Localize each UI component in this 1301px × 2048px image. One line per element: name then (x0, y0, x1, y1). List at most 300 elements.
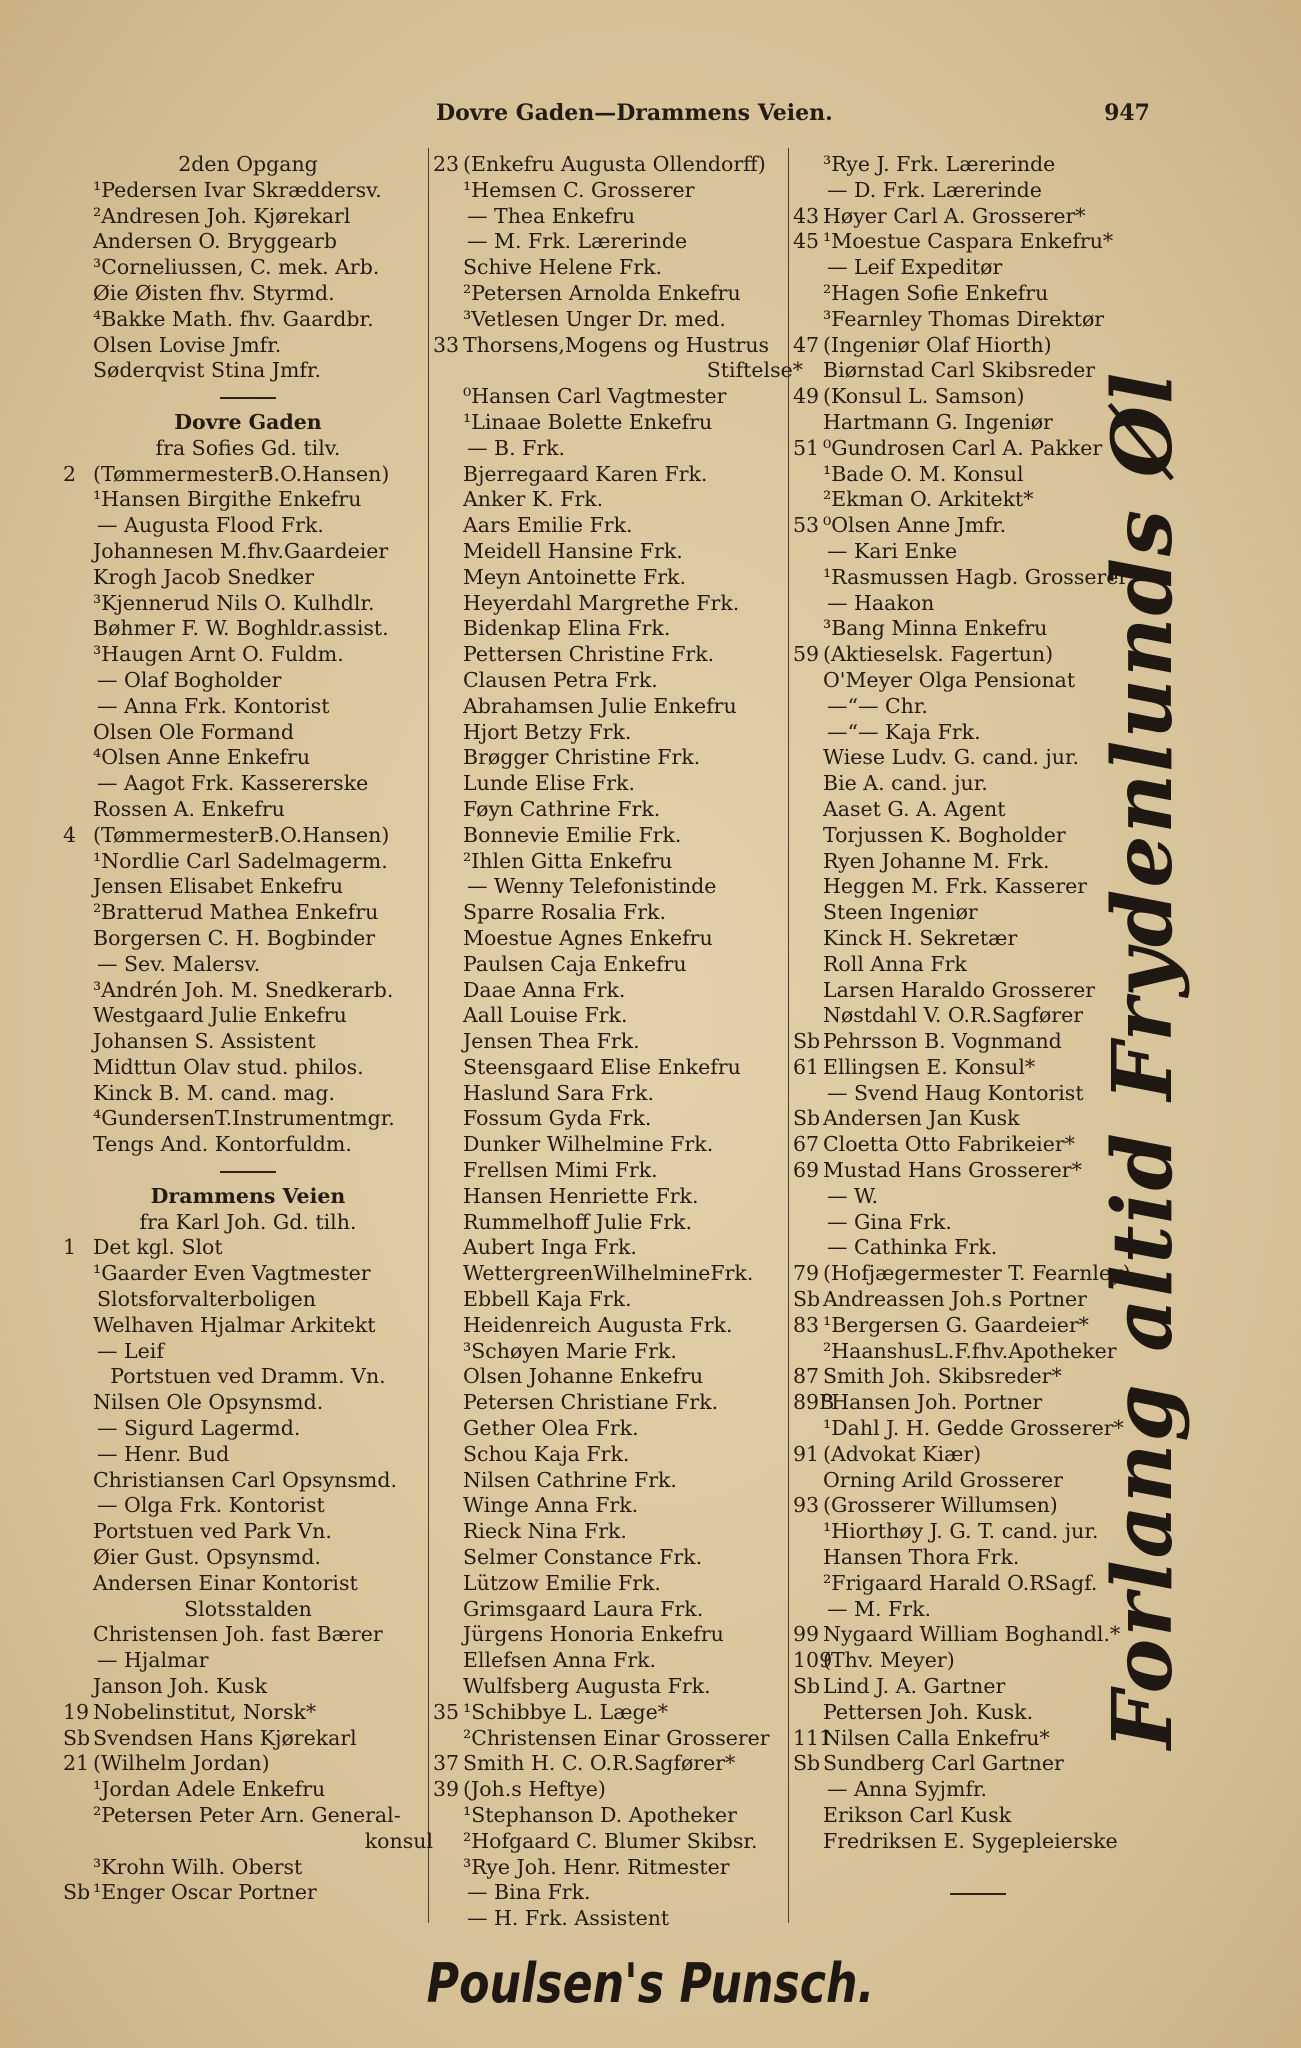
directory-entry (63, 1416, 433, 1442)
directory-entry (63, 255, 433, 281)
directory-entry (433, 591, 803, 617)
directory-entry (63, 874, 433, 900)
directory-entry (433, 1880, 803, 1906)
directory-entry (433, 255, 803, 281)
directory-entry (433, 1261, 803, 1287)
directory-entry (63, 978, 433, 1004)
entry-text: Hartmann G. Ingeniør (823, 409, 1053, 434)
directory-entry (63, 281, 433, 307)
entry-text: ²HaanshusL.F.fhv.Apotheker (823, 1338, 1117, 1363)
directory-entry (63, 1571, 433, 1597)
directory-entry (63, 1029, 433, 1055)
entry-text: Jensen Thea Frk. (463, 1029, 640, 1054)
entry-text: Thorsens,Mogens og Hustrus (463, 332, 770, 357)
directory-entry (433, 410, 803, 436)
entry-text: Svendsen Hans Kjørekarl (93, 1725, 357, 1750)
directory-entry (433, 1390, 803, 1416)
entry-text: Drammens Veien (150, 1183, 346, 1208)
entry-text: ¹Schibbye L. Læge* (463, 1699, 669, 1724)
entry-text: Pettersen Joh. Kusk. (823, 1699, 1034, 1724)
entry-text: Ellefsen Anna Frk. (463, 1648, 657, 1673)
directory-entry (433, 1519, 803, 1545)
directory-entry (433, 797, 803, 823)
entry-text: ¹Jordan Adele Enkefru (93, 1777, 326, 1802)
directory-entry (63, 1597, 433, 1623)
entry-text: (Advokat Kiær) (823, 1441, 982, 1466)
directory-entry (433, 1597, 803, 1623)
entry-text: Rieck Nina Frk. (463, 1519, 627, 1544)
directory-entry (63, 1055, 433, 1081)
directory-entry (793, 1855, 1163, 1881)
entry-text: Nilsen Ole Opsynsmd. (93, 1390, 324, 1415)
entry-text: Heyerdahl Margrethe Frk. (463, 590, 740, 615)
entry-text: ²Hofgaard C. Blumer Skibsr. (463, 1828, 758, 1853)
entry-text: 2den Opgang (178, 152, 318, 176)
directory-entry (433, 281, 803, 307)
directory-entry (63, 1751, 433, 1777)
house-number: 47 (793, 332, 820, 357)
house-number: Sb (793, 1674, 821, 1699)
entry-text: ¹Dahl J. H. Gedde Grosserer* (823, 1416, 1124, 1441)
directory-entry (433, 1468, 803, 1494)
entry-text: konsul (364, 1828, 433, 1853)
entry-text: Schou Kaja Frk. (463, 1441, 630, 1466)
section-divider (63, 1158, 433, 1184)
directory-entry (63, 1287, 433, 1313)
entry-text: ¹Linaae Bolette Enkefru (463, 409, 713, 434)
entry-text: — B. Frk. (467, 435, 566, 460)
entry-text: Brøgger Christine Frk. (463, 745, 701, 770)
directory-entry (63, 1364, 433, 1390)
entry-text: Ryen Johanne M. Frk. (823, 848, 1050, 873)
entry-text: Hansen Henriette Frk. (463, 1183, 699, 1208)
entry-text: ³Vetlesen Unger Dr. med. (463, 306, 726, 331)
directory-entry (433, 952, 803, 978)
entry-text: Jürgens Honoria Enkefru (463, 1622, 724, 1647)
directory-entry (63, 720, 433, 746)
house-number: 93 (793, 1493, 820, 1518)
house-number: 51 (793, 435, 820, 460)
entry-text: — Leif (97, 1338, 164, 1363)
directory-entry (433, 1339, 803, 1365)
directory-entry (433, 978, 803, 1004)
entry-text: Steensgaard Elise Enkefru (463, 1054, 741, 1079)
house-number: 19 (63, 1699, 90, 1724)
directory-entry (433, 1158, 803, 1184)
entry-text: — Sev. Malersv. (97, 951, 261, 976)
entry-text: ⁴GundersenT.Instrumentmgr. (93, 1106, 395, 1131)
directory-entry (63, 204, 433, 230)
directory-entry (793, 255, 1163, 281)
house-number: 1 (63, 1235, 77, 1260)
entry-text: Frellsen Mimi Frk. (463, 1158, 658, 1183)
entry-text: Dunker Wilhelmine Frk. (463, 1132, 714, 1157)
entry-text: Bøhmer F. W. Boghldr.assist. (93, 616, 389, 641)
directory-entry (793, 178, 1163, 204)
entry-text: Dovre Gaden (174, 409, 322, 434)
directory-entry (433, 358, 803, 384)
directory-entry (433, 462, 803, 488)
directory-entry (433, 668, 803, 694)
directory-entry (63, 1700, 433, 1726)
house-number: 83 (793, 1312, 820, 1337)
entry-text: Nilsen Cathrine Frk. (463, 1467, 677, 1492)
entry-text: (Joh.s Heftye) (463, 1777, 606, 1802)
entry-text: Sundberg Carl Gartner (823, 1751, 1064, 1776)
entry-text: Ellingsen E. Konsul* (823, 1054, 1036, 1079)
directory-entry (433, 1029, 803, 1055)
house-number: 91 (793, 1441, 820, 1466)
entry-text: — D. Frk. Lærerinde (827, 177, 1042, 202)
house-number: 59 (793, 642, 820, 667)
entry-text: Lützow Emilie Frk. (463, 1570, 661, 1595)
directory-entry (433, 1184, 803, 1210)
house-number: 87 (793, 1364, 820, 1389)
entry-text: Wulfsberg Augusta Frk. (463, 1674, 711, 1699)
entry-text: Øier Gust. Opsynsmd. (93, 1545, 322, 1570)
entry-text: Smith Joh. Skibsreder* (823, 1364, 1062, 1389)
directory-entry (63, 797, 433, 823)
directory-entry (433, 874, 803, 900)
entry-text: Andreassen Joh.s Portner (823, 1287, 1087, 1312)
entry-text: Rossen A. Enkefru (93, 796, 285, 821)
entry-text: Christiansen Carl Opsynsmd. (93, 1467, 397, 1492)
entry-text: — Sigurd Lagermd. (97, 1416, 301, 1441)
entry-text: Petersen Christiane Frk. (463, 1390, 719, 1415)
entry-text: Portstuen ved Dramm. Vn. (110, 1364, 386, 1389)
entry-text: Janson Joh. Kusk (93, 1674, 268, 1699)
directory-entry (63, 745, 433, 771)
entry-text: — Svend Haug Kontorist (827, 1080, 1084, 1105)
entry-text: Nøstdahl V. O.R.Sagfører (823, 1003, 1084, 1028)
entry-text: ³Rye Joh. Henr. Ritmester (463, 1854, 730, 1879)
directory-entry (793, 229, 1163, 255)
directory-entry (63, 1674, 433, 1700)
entry-text: Søderqvist Stina Jmfr. (93, 358, 322, 383)
directory-entry (433, 1906, 803, 1932)
entry-text: — W. (827, 1183, 879, 1208)
entry-text: Slotsstalden (184, 1596, 312, 1621)
entry-text: Heidenreich Augusta Frk. (463, 1312, 733, 1337)
entry-text: Roll Anna Frk (823, 951, 967, 976)
directory-entry (63, 1519, 433, 1545)
entry-text: — Olaf Bogholder (97, 667, 282, 692)
directory-entry (433, 487, 803, 513)
directory-entry (433, 178, 803, 204)
directory-entry (433, 1571, 803, 1597)
directory-entry (63, 616, 433, 642)
entry-text: — Cathinka Frk. (827, 1235, 998, 1260)
directory-entry (793, 1777, 1163, 1803)
house-number: 39 (433, 1777, 460, 1802)
entry-text: Schive Helene Frk. (463, 255, 663, 280)
entry-text: ³Corneliussen, C. mek. Arb. (93, 255, 380, 280)
directory-entry (433, 745, 803, 771)
directory-entry (433, 1803, 803, 1829)
entry-text: —“— Kaja Frk. (827, 719, 981, 744)
directory-entry (63, 694, 433, 720)
entry-text: Andersen Einar Kontorist (93, 1570, 358, 1595)
entry-text: Lind J. A. Gartner (823, 1674, 1006, 1699)
entry-text: Mustad Hans Grosserer* (823, 1158, 1082, 1183)
house-number: Sb (793, 1287, 821, 1312)
directory-entry (63, 1726, 433, 1752)
directory-entry (433, 1751, 803, 1777)
directory-entry (433, 1364, 803, 1390)
entry-text: Aall Louise Frk. (463, 1003, 628, 1028)
entry-text: ⁰Olsen Anne Jmfr. (823, 513, 1007, 538)
directory-entry (63, 1132, 433, 1158)
entry-text: ²Petersen Arnolda Enkefru (463, 280, 741, 305)
entry-text: ¹Gaarder Even Vagtmester (93, 1261, 371, 1286)
entry-text: Bidenkap Elina Frk. (463, 616, 671, 641)
entry-text: Olsen Lovise Jmfr. (93, 332, 282, 357)
directory-entry (63, 1803, 433, 1829)
entry-text: Jensen Elisabet Enkefru (93, 874, 344, 899)
directory-entry (63, 1261, 433, 1287)
house-number: 35 (433, 1699, 460, 1724)
entry-text: ³Haugen Arnt O. Fuldm. (93, 642, 344, 667)
entry-text: ²Petersen Peter Arn. General- (93, 1803, 401, 1827)
house-number: 53 (793, 513, 820, 538)
directory-entry (433, 1235, 803, 1261)
directory-entry (63, 1313, 433, 1339)
entry-text: ¹Bergersen G. Gaardeier* (823, 1312, 1089, 1337)
directory-entry (433, 436, 803, 462)
bottom-advertisement: Poulsen's Punsch. (426, 1952, 875, 2015)
entry-text: Wiese Ludv. G. cand. jur. (823, 745, 1080, 770)
directory-entry (433, 1726, 803, 1752)
entry-text: (Grosserer Willumsen) (823, 1493, 1058, 1518)
directory-entry (63, 436, 433, 462)
house-number: 49 (793, 384, 820, 409)
directory-entry (433, 1416, 803, 1442)
directory-entry (433, 771, 803, 797)
entry-text: Sparre Rosalia Frk. (463, 900, 666, 925)
directory-entry (433, 152, 803, 178)
entry-text: (Enkefru Augusta Ollendorff) (463, 152, 766, 176)
directory-entry (63, 565, 433, 591)
directory-entry (63, 152, 433, 178)
entry-text: Selmer Constance Frk. (463, 1545, 703, 1570)
entry-text: — Anna Frk. Kontorist (97, 693, 330, 718)
entry-text: — Haakon (827, 590, 935, 615)
house-number: 21 (63, 1751, 90, 1776)
entry-text: Clausen Petra Frk. (463, 667, 658, 692)
entry-text: Andersen Jan Kusk (823, 1106, 1020, 1131)
side-advertisement: Forlang altid Frydenlunds Øl (1095, 370, 1191, 1750)
house-number: Sb (63, 1725, 91, 1750)
house-number: 33 (433, 332, 460, 357)
directory-entry (433, 539, 803, 565)
house-number: Sb (63, 1880, 91, 1905)
entry-text: Ebbell Kaja Frk. (463, 1287, 632, 1312)
entry-text: Orning Arild Grosserer (823, 1467, 1063, 1492)
house-number: 89B (793, 1390, 835, 1415)
entry-text: ⁰Hansen Joh. Portner (823, 1390, 1043, 1415)
entry-text: (TømmermesterB.O.Hansen) (93, 461, 390, 486)
section-divider (63, 384, 433, 410)
entry-text: Abrahamsen Julie Enkefru (463, 693, 737, 718)
house-number: 23 (433, 152, 460, 176)
directory-entry (63, 591, 433, 617)
entry-text: —“— Chr. (827, 693, 928, 718)
entry-text: ²Ekman O. Arkitekt* (823, 487, 1034, 512)
directory-entry (63, 1184, 433, 1210)
entry-text: ¹Pedersen Ivar Skræddersv. (93, 177, 382, 202)
entry-text: ¹Rasmussen Hagb. Grosserer* (823, 564, 1139, 589)
directory-entry (63, 1855, 433, 1881)
entry-text: ¹Moestue Caspara Enkefru* (823, 229, 1114, 254)
entry-text: Torjussen K. Bogholder (823, 822, 1066, 847)
directory-entry (433, 1210, 803, 1236)
entry-text: — M. Frk. Lærerinde (467, 229, 688, 254)
entry-text: ²Frigaard Harald O.RSagf. (823, 1570, 1098, 1595)
directory-entry (433, 642, 803, 668)
entry-text: ⁰Gundrosen Carl A. Pakker (823, 435, 1103, 460)
house-number: 69 (793, 1158, 820, 1183)
entry-text: ⁰Hansen Carl Vagtmester (463, 384, 727, 409)
directory-entry (63, 1648, 433, 1674)
entry-text: Krogh Jacob Snedker (93, 564, 315, 589)
entry-text: Stiftelse* (706, 358, 803, 383)
directory-entry (793, 1751, 1163, 1777)
directory-entry (433, 1313, 803, 1339)
page-number: 947 (1104, 100, 1150, 126)
directory-entry (433, 1132, 803, 1158)
entry-text: ¹Hansen Birgithe Enkefru (93, 487, 362, 512)
directory-column-2 (433, 152, 803, 1932)
entry-text: fra Sofies Gd. tilv. (155, 435, 341, 460)
entry-text: Slotsforvalterboligen (97, 1287, 316, 1312)
directory-entry (433, 616, 803, 642)
running-header (60, 100, 1180, 130)
directory-entry (793, 1803, 1163, 1829)
directory-entry (433, 1493, 803, 1519)
entry-text: ¹Hiorthøy J. G. T. cand. jur. (823, 1519, 1099, 1544)
entry-text: Meyn Antoinette Frk. (463, 564, 686, 589)
directory-entry (433, 1081, 803, 1107)
directory-entry (433, 229, 803, 255)
entry-text: Anker K. Frk. (463, 487, 604, 512)
directory-entry (63, 410, 433, 436)
directory-entry (433, 513, 803, 539)
directory-entry (63, 307, 433, 333)
entry-text: Borgersen C. H. Bogbinder (93, 925, 375, 950)
entry-text: ¹Bade O. M. Konsul (823, 461, 1024, 486)
directory-entry (63, 178, 433, 204)
entry-text: Pehrsson B. Vognmand (823, 1029, 1062, 1054)
entry-text: Paulsen Caja Enkefru (463, 951, 687, 976)
entry-text: Westgaard Julie Enkefru (93, 1003, 347, 1028)
entry-text: ²Bratterud Mathea Enkefru (93, 900, 379, 925)
directory-entry (433, 1055, 803, 1081)
entry-text: Johannesen M.fhv.Gaardeier (93, 538, 389, 563)
entry-text: ²Andresen Joh. Kjørekarl (93, 203, 351, 228)
directory-entry (433, 1674, 803, 1700)
directory-entry (63, 1106, 433, 1132)
entry-text: Tengs And. Kontorfuldm. (93, 1132, 352, 1157)
directory-entry (433, 204, 803, 230)
entry-text: — Kari Enke (827, 538, 958, 563)
house-number: 61 (793, 1054, 820, 1079)
directory-entry (433, 1829, 803, 1855)
directory-entry (63, 1390, 433, 1416)
directory-entry (433, 333, 803, 359)
directory-entry (63, 1081, 433, 1107)
entry-text: Haslund Sara Frk. (463, 1080, 654, 1105)
directory-entry (793, 281, 1163, 307)
page-title: Dovre Gaden—Drammens Veien. (436, 100, 833, 126)
entry-text: Pettersen Christine Frk. (463, 642, 715, 667)
entry-text: Larsen Haraldo Grosserer (823, 977, 1096, 1002)
directory-entry (63, 513, 433, 539)
directory-entry (63, 926, 433, 952)
house-number: 67 (793, 1132, 820, 1157)
directory-entry (63, 1777, 433, 1803)
house-number: 4 (63, 822, 77, 847)
directory-entry (433, 565, 803, 591)
directory-entry (433, 307, 803, 333)
directory-entry (433, 1287, 803, 1313)
entry-text: WettergreenWilhelmineFrk. (463, 1261, 754, 1286)
directory-entry (793, 307, 1163, 333)
entry-text: Erikson Carl Kusk (823, 1803, 1012, 1827)
entry-text: Kinck H. Sekretær (823, 925, 1018, 950)
entry-text: Meidell Hansine Frk. (463, 538, 683, 563)
directory-entry (63, 462, 433, 488)
entry-text: Winge Anna Frk. (463, 1493, 639, 1518)
directory-entry (433, 720, 803, 746)
entry-text: Steen Ingeniør (823, 900, 978, 925)
directory-entry (433, 384, 803, 410)
entry-text: ³Krohn Wilh. Oberst (93, 1854, 303, 1879)
directory-entry (63, 849, 433, 875)
entry-text: ²Christensen Einar Grosserer (463, 1725, 770, 1750)
entry-text: Nobelinstitut, Norsk* (93, 1699, 317, 1724)
entry-text: — Augusta Flood Frk. (97, 513, 324, 538)
entry-text: Olsen Johanne Enkefru (463, 1364, 704, 1389)
entry-text: (Ingeniør Olaf Hiorth) (823, 332, 1052, 357)
directory-entry (433, 1855, 803, 1881)
directory-entry (793, 1829, 1163, 1855)
house-number: Sb (793, 1029, 821, 1054)
directory-entry (63, 1493, 433, 1519)
directory-entry (433, 823, 803, 849)
entry-text: ³Andrén Joh. M. Snedkerarb. (93, 977, 394, 1002)
directory-entry (63, 823, 433, 849)
directory-entry (433, 1545, 803, 1571)
directory-entry (63, 771, 433, 797)
entry-text: — Olga Frk. Kontorist (97, 1493, 325, 1518)
entry-text: — M. Frk. (827, 1596, 932, 1621)
directory-entry (793, 204, 1163, 230)
entry-text: — Henr. Bud (97, 1441, 230, 1466)
directory-entry (63, 1339, 433, 1365)
entry-text: Grimsgaard Laura Frk. (463, 1596, 704, 1621)
directory-entry (433, 1622, 803, 1648)
directory-entry (793, 333, 1163, 359)
entry-text: — Leif Expeditør (827, 255, 1003, 280)
house-number: 111 (793, 1725, 833, 1750)
entry-text: Hansen Thora Frk. (823, 1545, 1020, 1570)
entry-text: (Aktieselsk. Fagertun) (823, 642, 1054, 667)
directory-entry (433, 1700, 803, 1726)
entry-text: ⁴Olsen Anne Enkefru (93, 745, 311, 770)
directory-entry (433, 849, 803, 875)
directory-entry (433, 1648, 803, 1674)
entry-text: Smith H. C. O.R.Sagfører* (463, 1751, 736, 1776)
